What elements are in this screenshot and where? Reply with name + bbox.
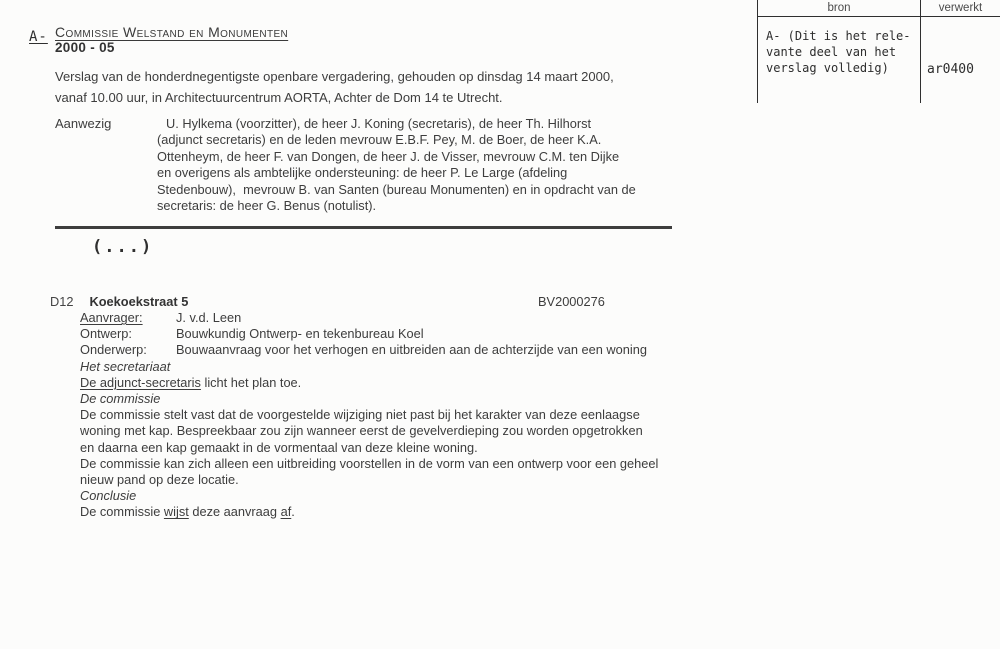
case-address: Koekoekstraat 5 [89,294,189,309]
attendees-list [157,116,636,214]
conclusion-text: deze aanvraag [188,504,281,520]
attendees-line: U. Hylkema (voorzitter), de heer J. Koning (secretaris), de heer Th. Hilhorst [166,116,592,131]
field-row-ontwerp [80,326,658,342]
attendees-line: Ottenheym, de heer F. van Dongen, de heer J. de Visser, mevrouw C.M. ten Dijke [157,148,620,164]
conclusion-emphasis: wijst [163,504,189,520]
commission-line: De commissie stelt vast dat de voorgestelde wijziging niet past bij het karakter van deze eenlaagse [80,407,640,423]
attendees-line: Stedenbouw), mevrouw B. van Santen (bureau Monumenten) en in opdracht van de [157,181,636,197]
attendees-line: en overigens als ambtelijke ondersteuning: de heer P. Le Large (afdeling [157,165,568,181]
stamp-note-line: verslag volledig) [766,60,889,75]
field-value: J. v.d. Leen [176,310,242,325]
attendees-line: secretaris: de heer G. Benus (notulist). [157,198,377,214]
conclusion-heading: Conclusie [80,488,137,504]
field-label: Ontwerp: [80,326,132,342]
conclusion-emphasis: af [280,504,292,520]
stamp-source-note [758,17,920,103]
field-label: Aanvrager: [80,310,143,325]
meeting-intro-line: vanaf 10.00 uur, in Architectuurcentrum AORTA, Achter de Dom 14 te Utrecht. [55,89,503,105]
omission-mark: (...) [92,237,154,257]
field-row-onderwerp [80,342,658,358]
commission-heading: De commissie [80,391,161,407]
case-file-number: BV2000276 [538,294,605,309]
case-item-number: D12 [50,294,74,309]
stamp-table-body [758,17,1000,103]
field-row-aanvrager [80,310,658,326]
conclusion-line [80,504,658,520]
commission-line: en daarna een kap gemaakt in de vormentaal van deze kleine woning. [80,439,478,455]
case-heading-row [50,294,188,309]
section-divider-rule [55,226,672,229]
attendees-line: (adjunct secretaris) en de leden mevrouw E.B.F. Pey, M. de Boer, de heer K.A. [157,132,602,148]
case-body [80,310,658,521]
conclusion-text: De commissie [80,504,164,520]
conclusion-text: . [291,504,295,520]
secretariat-note-rest: licht het plan toe. [200,374,302,390]
attendees-label: Aanwezig [55,116,112,131]
committee-title: Commissie Welstand en Monumenten [55,24,289,40]
field-value: Bouwaanvraag voor het verhogen en uitbreiden aan de achterzijde van een woning [176,342,647,358]
stamp-table [757,0,1000,103]
commission-line: woning met kap. Bespreekbaar zou zijn wanneer eerst de gevelverdieping zou worden opgetrokken [80,423,643,439]
field-value: Bouwkundig Ontwerp- en tekenbureau Koel [176,326,424,342]
stamp-col-bron-header: bron [827,2,851,14]
stamp-processed-code: ar0400 [920,17,1000,103]
secretariat-actor: De adjunct-secretaris [80,374,201,390]
stamp-note-line: A- (Dit is het rele- [766,29,911,43]
commission-line: De commissie kan zich alleen een uitbreiding voorstellen in de vorm van een ontwerp voor een geheel [80,455,659,471]
commission-line: nieuw pand op deze locatie. [80,472,239,488]
meeting-intro-paragraph [55,67,614,108]
corner-annotation-mark: A- [29,29,48,45]
stamp-note-line: vante deel van het [766,44,897,59]
stamp-col-verwerkt-header: verwerkt [920,0,1000,16]
meeting-intro-line: Verslag van de honderdnegentigste openbare vergadering, gehouden op dinsdag 14 maart 2000, [55,69,614,84]
secretariat-heading: Het secretariaat [80,358,171,374]
field-label: Onderwerp: [80,342,147,358]
stamp-table-header [758,0,1000,17]
secretariat-note [80,375,658,391]
report-edition: 2000 - 05 [55,40,115,55]
